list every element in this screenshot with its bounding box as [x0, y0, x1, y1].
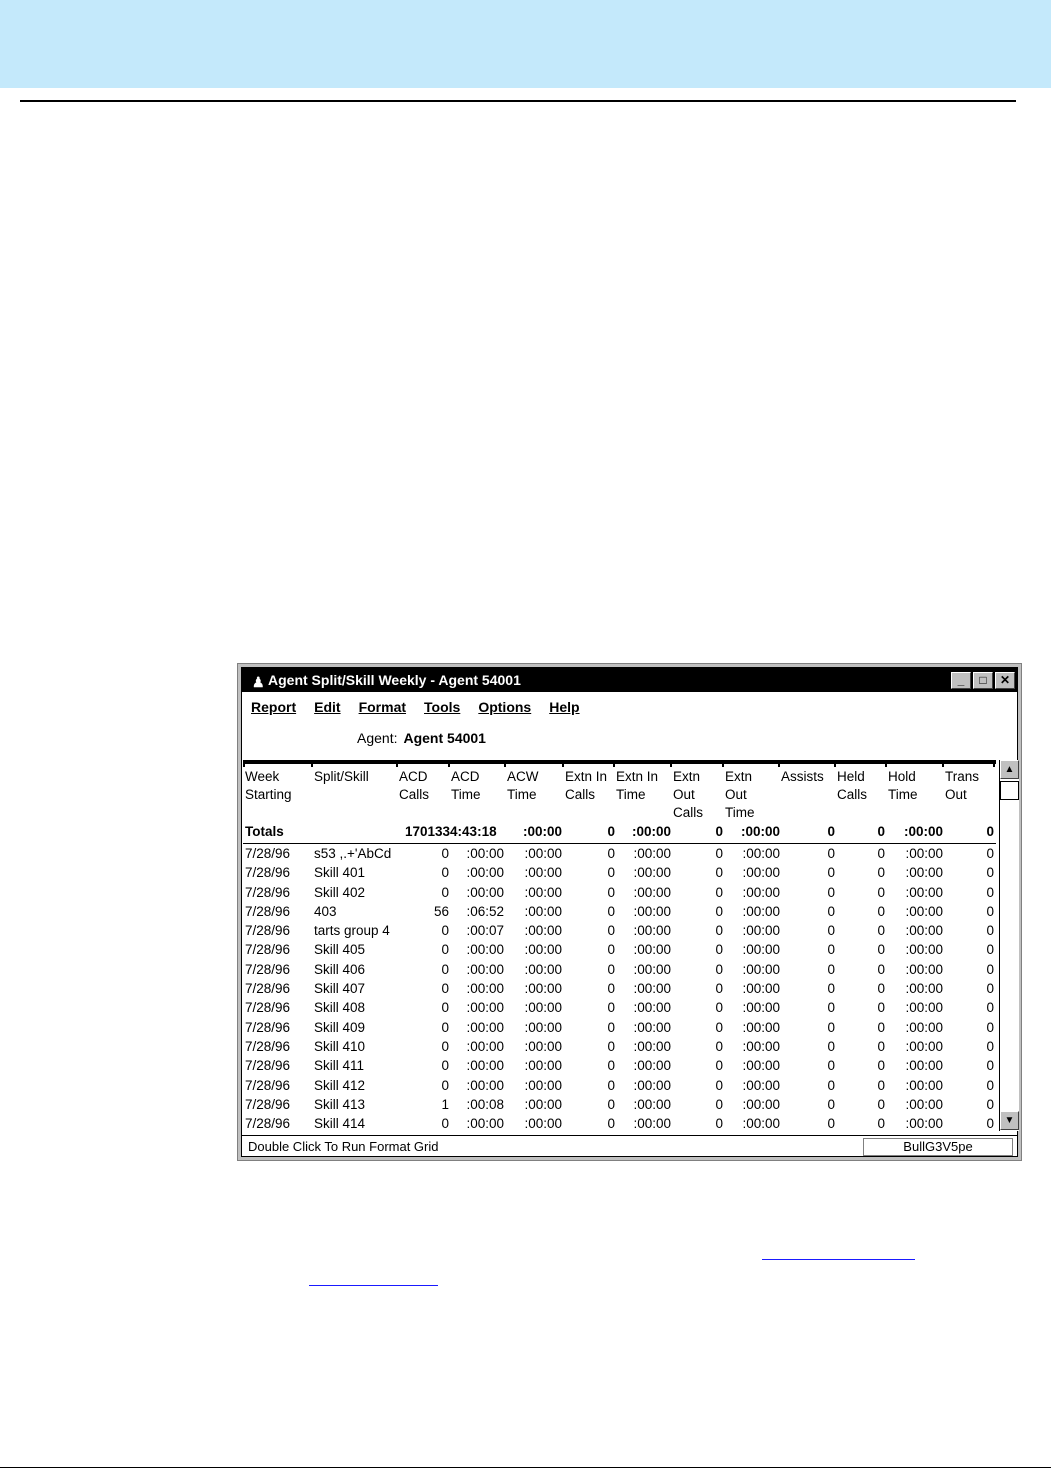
column-header[interactable]: Week Starting [245, 769, 292, 802]
grid-cell: 0 [715, 1058, 723, 1074]
totals-row[interactable] [243, 822, 996, 844]
grid-cell: :00:00 [524, 923, 562, 939]
grid-cell: :00:00 [524, 961, 562, 977]
grid-cell: :00:00 [466, 1077, 504, 1093]
grid-cell: 0 [715, 1096, 723, 1112]
grid-cell: :00:00 [633, 1058, 671, 1074]
grid-cell: :00:00 [633, 1019, 671, 1035]
grid-cell: 0 [877, 942, 885, 958]
table-row[interactable] [243, 902, 996, 921]
grid-cell: :00:00 [905, 846, 943, 861]
grid-cell: :00:00 [742, 1038, 780, 1054]
column-divider[interactable] [504, 761, 506, 767]
grid-cell: 7/28/96 [245, 1077, 291, 1093]
grid-cell: :00:00 [466, 884, 504, 900]
grid-cell: Skill 407 [314, 981, 366, 997]
top-banner [0, 0, 1051, 88]
grid-cell: 0 [986, 846, 994, 861]
grid-cell: :00:00 [466, 1000, 504, 1016]
grid-cell: :00:00 [524, 1077, 562, 1093]
grid-cell: 0 [986, 942, 994, 958]
grid-cell: :00:00 [522, 824, 562, 839]
grid-cell: 7/28/96 [245, 903, 291, 919]
grid-cell: :00:00 [742, 903, 780, 919]
grid-cell: 0 [441, 1038, 449, 1054]
status-server: BullG3V5pe [863, 1138, 1013, 1156]
grid-cell: 0 [607, 1019, 615, 1035]
grid-cell: 0 [827, 1038, 835, 1054]
menu-options[interactable] [469, 695, 540, 719]
grid-cell: :00:00 [524, 1116, 562, 1132]
table-row[interactable] [243, 1018, 996, 1037]
grid-header [243, 761, 996, 822]
column-header[interactable]: Trans Out [945, 769, 980, 802]
grid-cell: 7/28/96 [245, 981, 291, 997]
grid-cell: 0 [607, 846, 615, 861]
grid-cell: 0 [441, 1058, 449, 1074]
grid-cell: :00:00 [633, 884, 671, 900]
menu-report[interactable] [242, 695, 305, 719]
grid-cell: s53 ,.+'AbCd [314, 846, 392, 861]
grid-cell: 0 [441, 1000, 449, 1016]
grid-cell: 0 [827, 1058, 835, 1074]
grid-cell: 0 [827, 1116, 835, 1132]
grid-cell: 0 [441, 865, 449, 881]
grid-cell: 7/28/96 [245, 846, 291, 861]
grid-cell: 0 [877, 1000, 885, 1016]
column-header[interactable]: Assists [781, 769, 824, 784]
grid-cell: 0 [986, 1000, 994, 1016]
grid-cell: :00:00 [633, 1116, 671, 1132]
grid-cell: 0 [607, 961, 615, 977]
grid-cell: Skill 406 [314, 961, 366, 977]
menu-format[interactable] [350, 695, 415, 719]
column-divider[interactable] [722, 761, 724, 767]
scroll-thumb[interactable] [1000, 781, 1019, 800]
grid-cell: 7/28/96 [245, 942, 291, 958]
column-header[interactable]: Extn In Time [616, 769, 659, 802]
grid-cell: 0 [441, 884, 449, 900]
grid-cell: 0 [607, 1000, 615, 1016]
grid-cell: 0 [827, 981, 835, 997]
close-button[interactable]: ✕ [995, 672, 1015, 689]
grid-cell: :00:00 [633, 1077, 671, 1093]
grid-cell: :00:00 [633, 903, 671, 919]
grid-cell: :00:00 [524, 1019, 562, 1035]
grid-cell: 0 [715, 824, 723, 839]
grid-cell: 0 [715, 903, 723, 919]
column-divider[interactable] [942, 761, 944, 767]
grid-cell: :00:00 [905, 1019, 943, 1035]
grid-cell: :00:00 [905, 923, 943, 939]
grid-cell: 7/28/96 [245, 1116, 291, 1132]
grid-cell: :00:00 [466, 846, 504, 861]
column-divider[interactable] [613, 761, 615, 767]
column-header[interactable]: ACD Time [451, 769, 481, 802]
grid-cell: 0 [827, 884, 835, 900]
grid-cell: 0 [986, 1019, 994, 1035]
grid-cell: 0 [607, 884, 615, 900]
menu-options-label: Options [478, 699, 532, 715]
report-window [237, 663, 1022, 1161]
grid-cell: :00:00 [905, 884, 943, 900]
menu-report-label: Report [251, 699, 297, 715]
grid-cell: 0 [877, 1038, 885, 1054]
grid-cell: :00:00 [903, 824, 943, 839]
grid-cell: :00:00 [633, 942, 671, 958]
grid-cell: :00:00 [905, 981, 943, 997]
grid-cell: 0 [607, 1058, 615, 1074]
table-row[interactable] [243, 940, 996, 959]
grid-cell: Skill 412 [314, 1077, 366, 1093]
grid-cell: 0 [877, 1116, 885, 1132]
grid-cell: 0 [827, 923, 835, 939]
grid-cell: :00:00 [905, 1096, 943, 1112]
grid-cell: :00:00 [524, 981, 562, 997]
column-divider[interactable] [562, 761, 564, 767]
menu-edit[interactable] [305, 695, 349, 719]
grid-cell: 0 [986, 1096, 994, 1112]
grid-cell: 0 [986, 1116, 994, 1132]
grid-cell: 0 [441, 942, 449, 958]
grid-cell: 0 [827, 1096, 835, 1112]
table-row[interactable] [243, 921, 996, 940]
column-divider[interactable] [670, 761, 672, 767]
grid-cell: :00:00 [905, 1077, 943, 1093]
grid-cell: :00:00 [466, 1116, 504, 1132]
grid-cell: 0 [877, 1096, 885, 1112]
menu-help-label: Help [549, 699, 580, 715]
agent-line [357, 728, 486, 748]
grid-cell: 0 [877, 1019, 885, 1035]
menu-edit-label: Edit [314, 699, 341, 715]
grid-cell: 0 [607, 1077, 615, 1093]
table-row[interactable] [243, 1056, 996, 1075]
grid-cell: 0 [607, 824, 615, 839]
grid-cell: Skill 409 [314, 1019, 366, 1035]
table-row[interactable] [243, 863, 996, 882]
grid-cell: 0 [877, 1077, 885, 1093]
grid-cell: 0 [715, 884, 723, 900]
grid-cell: 7/28/96 [245, 961, 291, 977]
grid-cell: 0 [607, 1116, 615, 1132]
grid-cell: 0 [715, 1019, 723, 1035]
grid-cell: :00:00 [742, 884, 780, 900]
grid-cell: 0 [986, 865, 994, 881]
top-rule [20, 100, 1016, 102]
column-divider[interactable] [834, 761, 836, 767]
column-header[interactable]: ACW Time [507, 769, 539, 802]
grid-cell: :00:00 [633, 1096, 671, 1112]
grid-cell: :00:00 [633, 961, 671, 977]
table-row[interactable] [243, 1095, 996, 1114]
grid-cell: 0 [715, 942, 723, 958]
grid-cell: 0 [986, 961, 994, 977]
column-divider[interactable] [243, 761, 245, 767]
grid-cell: :00:00 [524, 1058, 562, 1074]
grid-cell: 7/28/96 [245, 1038, 291, 1054]
grid-cell: :00:08 [466, 1096, 504, 1112]
grid-cell: :00:00 [524, 884, 562, 900]
grid-cell: 0 [986, 884, 994, 900]
grid-cell: 0 [441, 961, 449, 977]
grid-cell: :00:00 [742, 942, 780, 958]
grid-cell: 0 [827, 824, 835, 839]
grid-cell: 0 [715, 961, 723, 977]
grid-cell: Skill 414 [314, 1116, 366, 1132]
column-header[interactable]: Extn In Calls [565, 769, 608, 802]
column-divider[interactable] [396, 761, 398, 767]
grid-cell: 0 [877, 961, 885, 977]
grid-cell: :00:00 [742, 981, 780, 997]
grid-cell: :00:00 [905, 1000, 943, 1016]
table-row[interactable] [243, 960, 996, 979]
grid-cell: :00:00 [905, 903, 943, 919]
grid-cell: 0 [877, 903, 885, 919]
link-underline[interactable] [762, 1259, 915, 1260]
grid-cell: :00:00 [466, 1019, 504, 1035]
grid-cell: 0 [607, 942, 615, 958]
table-row[interactable] [243, 1037, 996, 1056]
grid-cell: Skill 408 [314, 1000, 366, 1016]
grid-cell: 0 [827, 903, 835, 919]
scroll-up-arrow-icon[interactable]: ▲ [1000, 760, 1019, 779]
grid-cell: Skill 401 [314, 865, 366, 881]
grid-cell: 403 [314, 903, 337, 919]
grid-cell: :00:00 [740, 824, 780, 839]
grid-cell: 0 [877, 865, 885, 881]
window-frame [241, 667, 1018, 1157]
grid-cell: 0 [986, 981, 994, 997]
grid-cell: :00:00 [905, 865, 943, 881]
grid-cell: :00:00 [905, 1038, 943, 1054]
grid-cell: :00:00 [524, 903, 562, 919]
grid-cell: 0 [877, 1058, 885, 1074]
grid-cell: :00:00 [905, 942, 943, 958]
grid-cell: tarts group 4 [314, 923, 390, 939]
table-row[interactable] [243, 979, 996, 998]
table-row[interactable] [243, 998, 996, 1017]
grid-cell: :00:00 [466, 1038, 504, 1054]
column-header[interactable]: Extn Out Calls [673, 769, 704, 820]
grid-cell: 0 [986, 903, 994, 919]
column-divider[interactable] [311, 761, 313, 767]
table-row[interactable] [243, 844, 996, 863]
grid-cell: :00:00 [633, 865, 671, 881]
grid-cell: :00:00 [524, 1096, 562, 1112]
grid-cell: :00:07 [466, 923, 504, 939]
grid-cell: :00:00 [633, 1038, 671, 1054]
grid-cell: :00:00 [742, 923, 780, 939]
grid-cell: 0 [441, 1077, 449, 1093]
grid-cell: 7/28/96 [245, 923, 291, 939]
grid-cell: :00:00 [742, 961, 780, 977]
grid-cell: :00:00 [466, 942, 504, 958]
grid-cell: 0 [441, 923, 449, 939]
grid-cell: :00:00 [633, 846, 671, 861]
grid-cell: :00:00 [633, 923, 671, 939]
table-row[interactable] [243, 883, 996, 902]
grid-cell: :00:00 [742, 1000, 780, 1016]
grid-cell: Skill 413 [314, 1096, 366, 1112]
column-divider[interactable] [993, 761, 995, 767]
grid-cell: :00:00 [524, 846, 562, 861]
status-message: Double Click To Run Format Grid [248, 1139, 439, 1154]
menu-format-label: Format [358, 699, 407, 715]
grid-cell: 7/28/96 [245, 1096, 291, 1112]
grid-cell: :00:00 [633, 1000, 671, 1016]
grid-cell: :00:00 [905, 1058, 943, 1074]
grid-cell: 0 [715, 846, 723, 861]
minimize-button[interactable]: _ [951, 672, 971, 689]
grid-cell: :00:00 [742, 1116, 780, 1132]
grid-cell: 7/28/96 [245, 1058, 291, 1074]
grid-cell: 0 [827, 1077, 835, 1093]
grid-cell: 0 [441, 1116, 449, 1132]
grid-cell: 0 [441, 846, 449, 861]
grid-cell: :00:00 [524, 865, 562, 881]
grid-cell: :00:00 [742, 1058, 780, 1074]
grid-cell: :00:00 [742, 1096, 780, 1112]
grid-cell: 0 [607, 903, 615, 919]
column-divider[interactable] [448, 761, 450, 767]
column-divider[interactable] [885, 761, 887, 767]
grid-cell: :06:52 [466, 903, 504, 919]
column-header[interactable]: Held Calls [837, 769, 868, 802]
grid-cell: 0 [827, 942, 835, 958]
grid-cell: 0 [715, 981, 723, 997]
maximize-button[interactable]: □ [973, 672, 993, 689]
grid-cell: 0 [607, 981, 615, 997]
app-person-icon: ♟ [252, 674, 265, 690]
grid-cell: 0 [986, 824, 994, 839]
link-underline[interactable] [309, 1285, 438, 1286]
menu-help[interactable] [540, 695, 588, 719]
column-header[interactable]: Extn Out Time [725, 769, 755, 820]
vertical-scrollbar[interactable] [999, 760, 1019, 1131]
grid-cell: 0 [986, 923, 994, 939]
grid-cell: Skill 402 [314, 884, 366, 900]
grid-cell: 0 [827, 865, 835, 881]
column-header[interactable]: Hold Time [888, 769, 918, 802]
grid-cell: :00:00 [466, 1058, 504, 1074]
status-bar [242, 1135, 1017, 1160]
window-title: Agent Split/Skill Weekly - Agent 54001 [268, 672, 521, 688]
grid-cell: 0 [607, 865, 615, 881]
grid-cell: :00:00 [466, 981, 504, 997]
grid-cell: :00:00 [742, 865, 780, 881]
grid-cell: :00:00 [742, 1019, 780, 1035]
grid-cell: :00:00 [905, 961, 943, 977]
grid-cell: Skill 410 [314, 1038, 366, 1054]
grid-cell: :00:00 [905, 1116, 943, 1132]
report-grid[interactable] [243, 760, 996, 1132]
grid-cell: 0 [715, 923, 723, 939]
grid-cell: 0 [607, 1038, 615, 1054]
grid-cell: 0 [986, 1038, 994, 1054]
grid-cell: 0 [607, 1096, 615, 1112]
grid-cell: 56 [433, 903, 449, 919]
table-row[interactable] [243, 1114, 996, 1132]
grid-cell: 0 [877, 884, 885, 900]
grid-cell: 0 [827, 1000, 835, 1016]
grid-cell: 7/28/96 [245, 865, 291, 881]
grid-cell: Totals [245, 824, 284, 839]
grid-cell: 0 [827, 1019, 835, 1035]
column-header[interactable]: ACD Calls [399, 769, 430, 802]
bottom-rule [0, 1467, 1051, 1468]
grid-cell: 0 [715, 1000, 723, 1016]
column-divider[interactable] [778, 761, 780, 767]
grid-cell: 0 [607, 923, 615, 939]
grid-cell: Skill 405 [314, 942, 366, 958]
grid-cell: 7/28/96 [245, 884, 291, 900]
grid-cell: 0 [877, 981, 885, 997]
grid-cell: 0 [441, 981, 449, 997]
grid-cell: 1701334:43:18 [405, 824, 497, 839]
grid-cell: 0 [715, 1077, 723, 1093]
grid-cell: 0 [877, 923, 885, 939]
menu-tools[interactable] [415, 695, 469, 719]
grid-cell: :00:00 [633, 981, 671, 997]
grid-cell: :00:00 [742, 1077, 780, 1093]
table-row[interactable] [243, 1076, 996, 1095]
grid-cell: :00:00 [631, 824, 671, 839]
grid-cell: 7/28/96 [245, 1019, 291, 1035]
grid-cell: 0 [715, 1038, 723, 1054]
scroll-down-arrow-icon[interactable]: ▼ [1000, 1111, 1019, 1130]
grid-cell: 1 [441, 1096, 449, 1112]
grid-cell: :00:00 [524, 942, 562, 958]
grid-cell: 0 [715, 1116, 723, 1132]
grid-cell: :00:00 [524, 1038, 562, 1054]
grid-cell: :00:00 [742, 846, 780, 861]
grid-cell: 0 [877, 824, 885, 839]
grid-cell: 0 [986, 1077, 994, 1093]
grid-cell: 0 [827, 961, 835, 977]
column-header[interactable]: Split/Skill [314, 769, 369, 784]
grid-cell: 0 [986, 1058, 994, 1074]
grid-cell: 7/28/96 [245, 1000, 291, 1016]
grid-cell: 0 [715, 865, 723, 881]
grid-cell: :00:00 [466, 961, 504, 977]
grid-cell: 0 [827, 846, 835, 861]
grid-cell: :00:00 [524, 1000, 562, 1016]
grid-cell: 0 [441, 1019, 449, 1035]
grid-cell: :00:00 [466, 865, 504, 881]
title-bar[interactable] [242, 668, 1017, 692]
agent-value: Agent 54001 [403, 730, 486, 746]
menu-tools-label: Tools [424, 699, 461, 715]
grid-cell: 0 [877, 846, 885, 861]
agent-label: Agent: [357, 730, 398, 746]
menu-bar [242, 695, 1017, 719]
grid-cell: Skill 411 [314, 1058, 365, 1074]
